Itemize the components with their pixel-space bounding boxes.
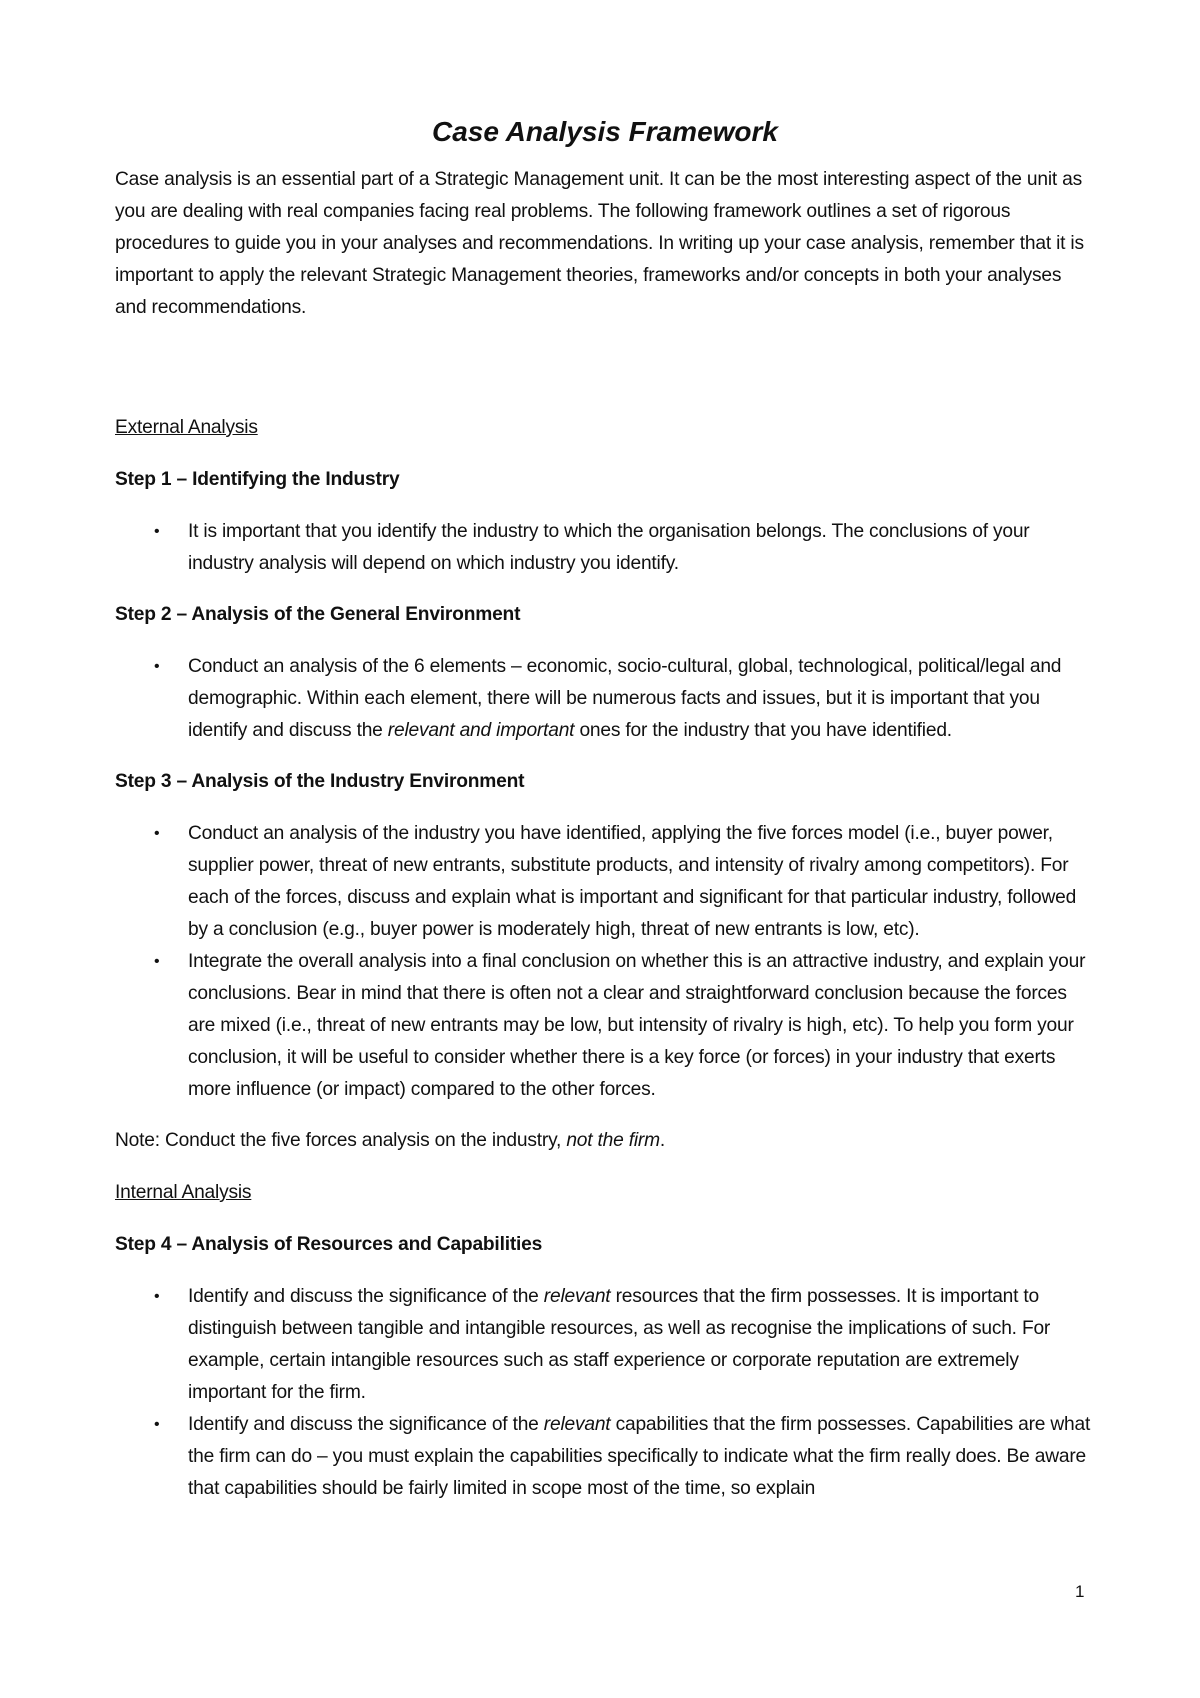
bullet-icon: • bbox=[154, 825, 160, 842]
step-4-bullet-1-text bbox=[188, 1286, 1050, 1403]
list-item bbox=[115, 1409, 1095, 1505]
emphasis-text: not the firm bbox=[566, 1130, 660, 1151]
step-3-heading: Step 3 – Analysis of the Industry Environment bbox=[115, 771, 525, 792]
step-2-heading: Step 2 – Analysis of the General Environment bbox=[115, 604, 521, 625]
text-run: Identify and discuss the significance of the bbox=[188, 1286, 544, 1307]
step-2-list bbox=[115, 651, 1095, 747]
text-run: Identify and discuss the significance of the bbox=[188, 1414, 544, 1435]
list-item bbox=[115, 946, 1095, 1106]
list-item bbox=[115, 516, 1095, 580]
step-1-bullet-text: It is important that you identify the industry to which the organisation belongs. The conclusions of your industry analysis will depend on which industry you identify. bbox=[188, 521, 1030, 574]
text-run: Note: Conduct the five forces analysis on the industry, bbox=[115, 1130, 567, 1151]
bullet-icon: • bbox=[154, 658, 160, 675]
step-4-list bbox=[115, 1281, 1095, 1505]
emphasis-text: relevant bbox=[543, 1414, 611, 1435]
text-run: resources that the firm possesses. It is important to distinguish between tangible and intangible resources, as well as recognise the implications of such. For example, certain intangible resources such as staff experience or corporate reputation are extremely important for the firm. bbox=[188, 1286, 1051, 1403]
step-4-heading: Step 4 – Analysis of Resources and Capabilities bbox=[115, 1234, 543, 1255]
page-number: 1 bbox=[1075, 1582, 1085, 1601]
emphasis-text: relevant and important bbox=[387, 720, 575, 741]
text-run: Conduct an analysis of the 6 elements – economic, socio-cultural, global, technological, political/legal and demographic. Within each element, there will be numerous facts and issues, but it is important that you identify and discuss the bbox=[188, 656, 1062, 741]
list-item bbox=[115, 1281, 1095, 1409]
step-2-bullet-text bbox=[188, 656, 1061, 741]
list-item bbox=[115, 651, 1095, 747]
internal-analysis-heading: Internal Analysis bbox=[115, 1182, 252, 1203]
document-title: Case Analysis Framework bbox=[431, 116, 779, 147]
emphasis-text: relevant bbox=[543, 1286, 611, 1307]
intro-paragraph: Case analysis is an essential part of a Strategic Management unit. It can be the most interesting aspect of the unit as you are dealing with real companies facing real problems. The following framework outlines a set of rigorous procedures to guide you in your analyses and recommendations. In writing up your case analysis, remember that it is important to apply the relevant Strategic Management theories, frameworks and/or concepts in both your analyses and recommendations. bbox=[115, 169, 1084, 318]
step-3-bullet-1-text: Conduct an analysis of the industry you have identified, applying the five forces model (i.e., buyer power, supplier power, threat of new entrants, substitute products, and intensity of rivalry among competitors). For each of the forces, discuss and explain what is important and significant for that particular industry, followed by a conclusion (e.g., buyer power is moderately high, threat of new entrants is low, etc). bbox=[188, 823, 1077, 940]
document-body bbox=[115, 112, 1095, 1505]
step-3-list bbox=[115, 818, 1095, 1106]
step-3-bullet-2-text: Integrate the overall analysis into a final conclusion on whether this is an attractive industry, and explain your conclusions. Bear in mind that there is often not a clear and straightforward conclusion because the forces are mixed (i.e., threat of new entrants may be low, but intensity of rivalry is high, etc). To help you form your conclusion, it will be useful to consider whether there is a key force (or forces) in your industry that exerts more influence (or impact) compared to the other forces. bbox=[188, 951, 1086, 1100]
step-4-bullet-2-text bbox=[188, 1414, 1090, 1499]
bullet-icon: • bbox=[154, 523, 160, 540]
text-run: . bbox=[659, 1130, 666, 1151]
step-1-heading: Step 1 – Identifying the Industry bbox=[115, 469, 400, 490]
five-forces-note bbox=[115, 1125, 1095, 1157]
text-run: capabilities that the firm possesses. Capabilities are what the firm can do – you must explain the capabilities specifically to indicate what the firm really does. Be aware that capabilities should be fairly limited in scope most of the time, so explain bbox=[188, 1414, 1091, 1499]
bullet-icon: • bbox=[154, 953, 160, 970]
bullet-icon: • bbox=[154, 1288, 160, 1305]
bullet-icon: • bbox=[154, 1416, 160, 1433]
external-analysis-heading: External Analysis bbox=[115, 417, 258, 438]
list-item bbox=[115, 818, 1095, 946]
step-1-list bbox=[115, 516, 1095, 580]
text-run: ones for the industry that you have identified. bbox=[574, 720, 952, 741]
